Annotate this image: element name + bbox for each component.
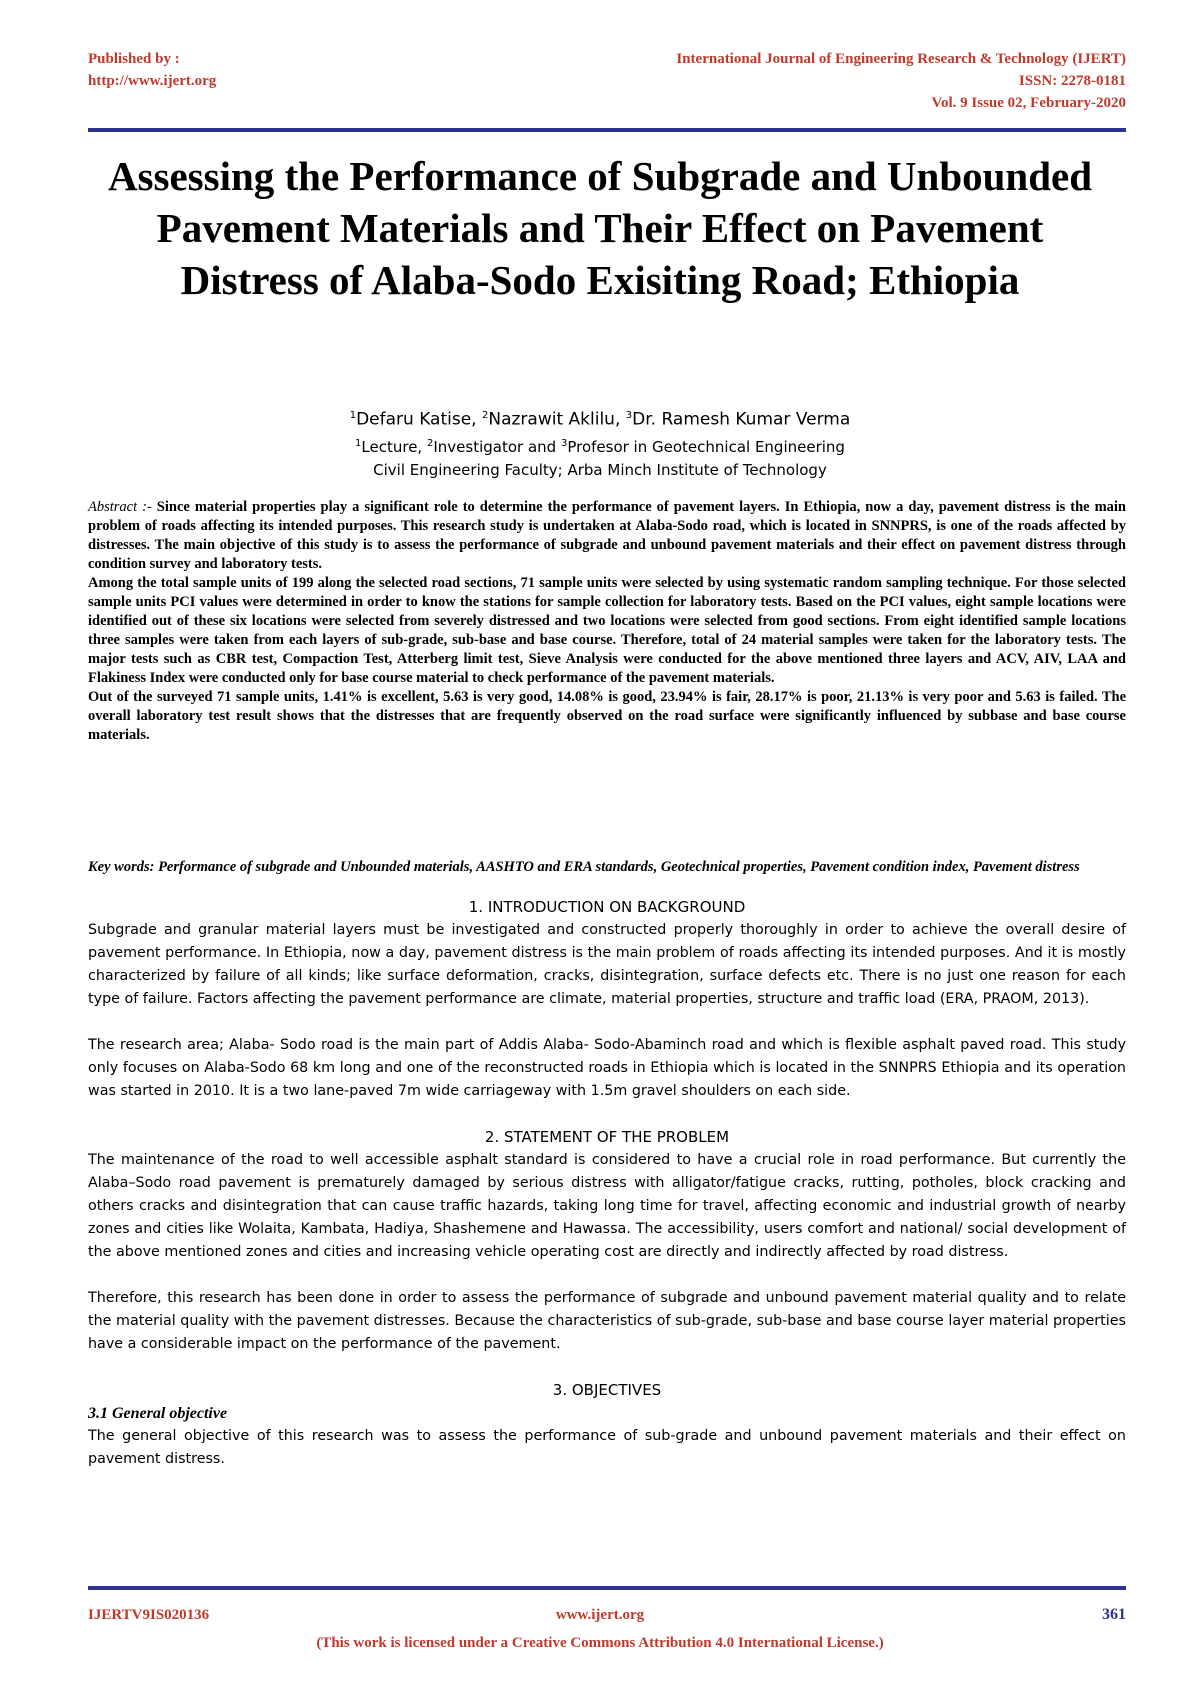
abstract-label: Abstract :- (88, 499, 152, 515)
license-note: (This work is licensed under a Creative Commons Attribution 4.0 International License.) (316, 1635, 884, 1651)
keywords: Key words: Performance of subgrade and Unbounded materials, AASHTO and ERA standards, Geotechnical properties, Pavement condition index, Pavement distress (88, 859, 1080, 875)
section-2-paragraph-1: The maintenance of the road to well accessible asphalt standard is considered to have a crucial role in road performance. But currently the Alaba–Sodo road pavement is prematurely damaged by serious distress with alligator/fatigue cracks, rutting, potholes, block cracking and others cracks and disintegration that can cause traffic hazards, taking long time for travel, affecting economic and industrial growth of nearby zones and cities like Wolaita, Kambata, Hadiya, Shashemene and Hawassa. The accessibility, users comfort and national/ social development of the above mentioned zones and cities and increasing vehicle operating cost are directly and indirectly affected by road distress. (88, 1152, 1126, 1260)
section-1-paragraph-1: Subgrade and granular material layers must be investigated and constructed properly thoroughly in order to achieve the overall desire of pavement performance. In Ethiopia, now a day, pavement distress is the main problem of roads affecting its intended purposes. And it is mostly characterized by failure of all kinds; like surface deformation, cracks, disintegration, surface defects etc. There is no just one reason for each type of failure. Factors affecting the pavement performance are climate, material properties, structure and traffic load (ERA, PRAOM, 2013). (88, 922, 1126, 1007)
abstract-paragraph-2: Among the total sample units of 199 along the selected road sections, 71 sample units were selected by using systematic random sampling technique. For those selected sample units PCI values were determined in order to know the stations for sample collection for laboratory tests. Based on the PCI values, eight sample locations were identified out of these six locations were selected from severely distressed and two locations were selected from good sections. From eight identified sample locations three samples were taken from each layers of sub-grade, sub-base and base course. Therefore, total of 24 material samples were taken for the laboratory tests. The major tests such as CBR test, Compaction Test, Atterberg limit test, Sieve Analysis were conducted for the above mentioned three layers and ACV, AIV, LAA and Flakiness Index were conducted only for base course material to check performance of the pavement materials. (88, 575, 1126, 686)
page-number: 361 (1102, 1606, 1126, 1623)
header-rule (88, 128, 1126, 132)
abstract-paragraph-1: Since material properties play a significant role to determine the performance of pavement layers. In Ethiopia, now a day, pavement distress is the main problem of roads affecting its intended purposes. This research study is undertaken at Alaba-Sodo road, which is located in SNNPRS, is one of the roads affected by distresses. The main objective of this study is to assess the performance of subgrade and unbound pavement materials and their effect on pavement distress through condition survey and laboratory tests. (88, 499, 1127, 572)
journal-url-link[interactable]: http://www.ijert.org (88, 73, 217, 89)
footer-site-link[interactable]: www.ijert.org (555, 1607, 645, 1623)
journal-name: International Journal of Engineering Research & Technology (IJERT) (676, 51, 1126, 67)
header-right (676, 48, 1126, 114)
section-3-1-paragraph-1: The general objective of this research was to assess the performance of sub-grade and unbound pavement materials and their effect on pavement distress. (88, 1428, 1126, 1467)
section-3-1-heading: 3.1 General objective (88, 1405, 228, 1422)
author-roles: $^1$Lecture, $^2$Investigator and $^3$Profesor in Geotechnical Engineering (355, 437, 845, 456)
footer-paper-id: IJERTV9IS020136 (88, 1607, 210, 1623)
footer-rule (88, 1586, 1126, 1590)
abstract (88, 498, 1126, 745)
published-by: Published by : (88, 51, 180, 67)
header-left (88, 48, 216, 92)
section-1-paragraph-2: The research area; Alaba- Sodo road is the main part of Addis Alaba- Sodo-Abaminch road and which is flexible asphalt paved road. This study only focuses on Alaba-Sodo 68 km long and one of the reconstructed roads in Ethiopia which is located in the SNNPRS Ethiopia and its operation was started in 2010. It is a two lane-paved 7m wide carriageway with 1.5m gravel shoulders on each side. (88, 1037, 1126, 1099)
abstract-paragraph-3: Out of the surveyed 71 sample units, 1.41% is excellent, 5.63 is very good, 14.08% is good, 23.94% is fair, 28.17% is poor, 21.13% is very poor and 5.63 is failed. The overall laboratory test result shows that the distresses that are frequently observed on the road surface were significantly influenced by subbase and base course materials. (88, 689, 1126, 743)
body-text (88, 896, 1126, 1471)
section-3-heading: 3. OBJECTIVES (552, 1381, 662, 1399)
section-1-heading: 1. INTRODUCTION ON BACKGROUND (468, 898, 746, 916)
paper-title: Assessing the Performance of Subgrade and Unbounded Pavement Materials and Their Effect on Pavement Distress of Alaba-Sodo Exisiting Road; Ethiopia (107, 153, 1093, 303)
section-2-paragraph-2: Therefore, this research has been done in order to assess the performance of subgrade and unbound pavement material quality and to relate the material quality with the pavement distresses. Because the characteristics of sub-grade, sub-base and base course layer material properties have a considerable impact on the performance of the pavement. (88, 1290, 1126, 1352)
issn: ISSN: 2278-0181 (1018, 73, 1126, 89)
volume-issue: Vol. 9 Issue 02, February-2020 (931, 95, 1126, 111)
section-2-heading: 2. STATEMENT OF THE PROBLEM (484, 1128, 730, 1146)
author-names: $^1$Defaru Katise, $^2$Nazrawit Aklilu, $^3$Dr. Ramesh Kumar Verma (349, 409, 851, 430)
author-block (88, 404, 1112, 482)
author-affiliation: Civil Engineering Faculty; Arba Minch Institute of Technology (373, 460, 827, 479)
